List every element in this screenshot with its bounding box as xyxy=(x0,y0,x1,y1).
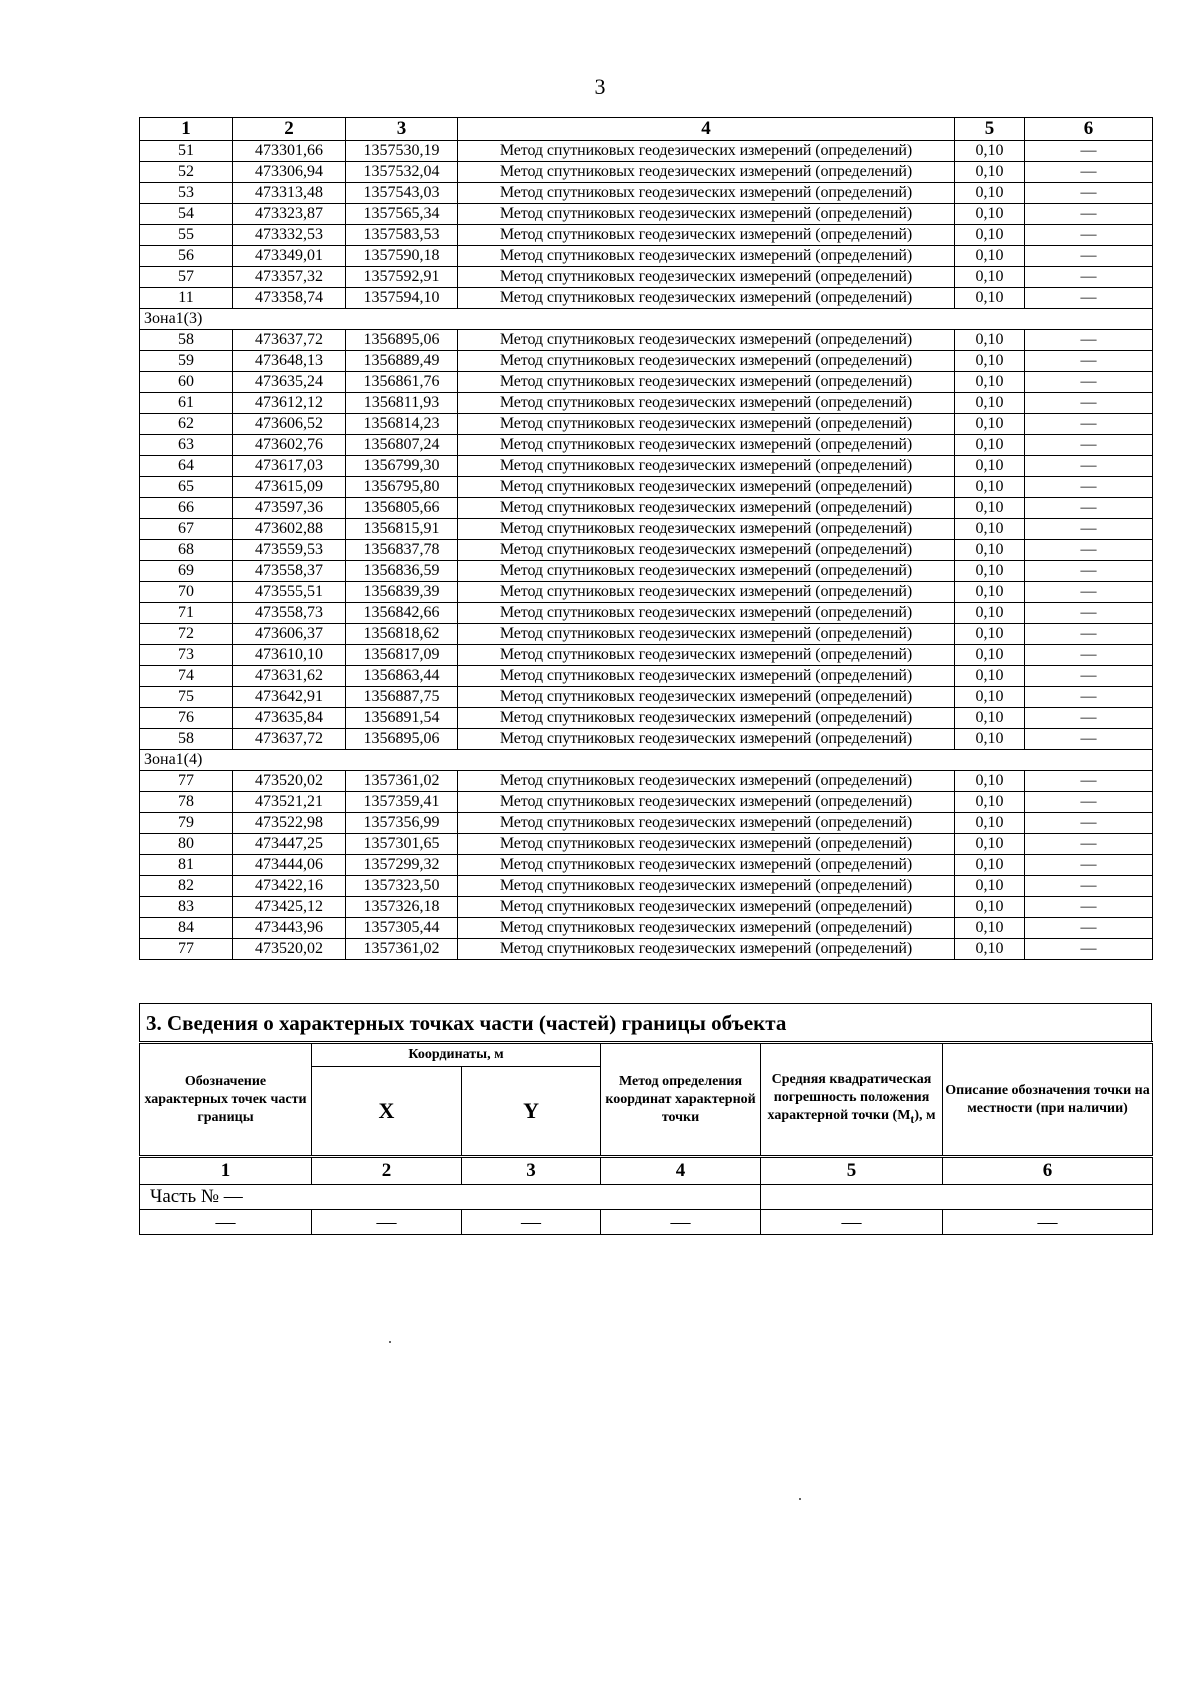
error-cell: 0,10 xyxy=(955,645,1025,666)
point-number: 72 xyxy=(140,624,233,645)
description-cell: — xyxy=(1025,372,1153,393)
coord-y: 1357359,41 xyxy=(346,792,458,813)
method-cell: Метод спутниковых геодезических измерений (определений) xyxy=(458,456,955,477)
method-cell: Метод спутниковых геодезических измерений (определений) xyxy=(458,792,955,813)
coord-x: 473313,48 xyxy=(233,183,346,204)
description-cell: — xyxy=(1025,330,1153,351)
coord-y: 1356817,09 xyxy=(346,645,458,666)
part-label: Часть № — xyxy=(140,1185,761,1210)
error-cell: 0,10 xyxy=(955,141,1025,162)
error-cell: 0,10 xyxy=(955,288,1025,309)
error-cell: 0,10 xyxy=(955,372,1025,393)
method-cell: Метод спутниковых геодезических измерений (определений) xyxy=(458,351,955,372)
column-header-4: 4 xyxy=(458,118,955,141)
col-num-3: 3 xyxy=(462,1157,601,1185)
table-row xyxy=(140,708,1153,729)
dash-cell: — xyxy=(761,1210,943,1235)
coord-y: 1357543,03 xyxy=(346,183,458,204)
error-cell: 0,10 xyxy=(955,708,1025,729)
table-row xyxy=(140,771,1153,792)
method-cell: Метод спутниковых геодезических измерений (определений) xyxy=(458,393,955,414)
method-cell: Метод спутниковых геодезических измерений (определений) xyxy=(458,141,955,162)
table-row xyxy=(140,204,1153,225)
description-cell: — xyxy=(1025,267,1153,288)
coord-y: 1357323,50 xyxy=(346,876,458,897)
point-number: 64 xyxy=(140,456,233,477)
description-cell: — xyxy=(1025,456,1153,477)
description-cell: — xyxy=(1025,498,1153,519)
method-cell: Метод спутниковых геодезических измерений (определений) xyxy=(458,288,955,309)
header-method: Метод определения координат характерной точки xyxy=(601,1043,761,1157)
error-cell: 0,10 xyxy=(955,813,1025,834)
coord-x: 473558,73 xyxy=(233,603,346,624)
error-cell: 0,10 xyxy=(955,477,1025,498)
description-cell: — xyxy=(1025,939,1153,960)
error-cell: 0,10 xyxy=(955,666,1025,687)
coord-y: 1356815,91 xyxy=(346,519,458,540)
point-number: 52 xyxy=(140,162,233,183)
table-row xyxy=(140,267,1153,288)
point-number: 57 xyxy=(140,267,233,288)
point-number: 84 xyxy=(140,918,233,939)
description-cell: — xyxy=(1025,624,1153,645)
table-row xyxy=(140,162,1153,183)
table-row xyxy=(140,246,1153,267)
column-header-3: 3 xyxy=(346,118,458,141)
coord-x: 473521,21 xyxy=(233,792,346,813)
header-x: X xyxy=(312,1067,462,1157)
method-cell: Метод спутниковых геодезических измерений (определений) xyxy=(458,540,955,561)
method-cell: Метод спутниковых геодезических измерений (определений) xyxy=(458,603,955,624)
header-point-designation: Обозначение характерных точек части границы xyxy=(140,1043,312,1157)
point-number: 77 xyxy=(140,939,233,960)
table-row xyxy=(140,519,1153,540)
coord-x: 473559,53 xyxy=(233,540,346,561)
description-cell: — xyxy=(1025,351,1153,372)
column-header-5: 5 xyxy=(955,118,1025,141)
error-cell: 0,10 xyxy=(955,897,1025,918)
method-cell: Метод спутниковых геодезических измерений (определений) xyxy=(458,687,955,708)
coord-x: 473522,98 xyxy=(233,813,346,834)
description-cell: — xyxy=(1025,519,1153,540)
method-cell: Метод спутниковых геодезических измерений (определений) xyxy=(458,162,955,183)
coord-x: 473520,02 xyxy=(233,771,346,792)
description-cell: — xyxy=(1025,435,1153,456)
coord-x: 473332,53 xyxy=(233,225,346,246)
coord-x: 473615,09 xyxy=(233,477,346,498)
error-cell: 0,10 xyxy=(955,498,1025,519)
coord-y: 1356895,06 xyxy=(346,330,458,351)
table-row xyxy=(140,477,1153,498)
table-row xyxy=(140,729,1153,750)
error-cell: 0,10 xyxy=(955,771,1025,792)
method-cell: Метод спутниковых геодезических измерений (определений) xyxy=(458,834,955,855)
col-num-1: 1 xyxy=(140,1157,312,1185)
point-number: 11 xyxy=(140,288,233,309)
point-number: 66 xyxy=(140,498,233,519)
coord-y: 1357326,18 xyxy=(346,897,458,918)
table-row xyxy=(140,288,1153,309)
table-row xyxy=(140,351,1153,372)
description-cell: — xyxy=(1025,561,1153,582)
point-number: 60 xyxy=(140,372,233,393)
coord-y: 1356887,75 xyxy=(346,687,458,708)
coord-y: 1356895,06 xyxy=(346,729,458,750)
table-row xyxy=(140,582,1153,603)
point-number: 75 xyxy=(140,687,233,708)
error-cell: 0,10 xyxy=(955,246,1025,267)
table-row xyxy=(140,918,1153,939)
section-3-title: 3. Сведения о характерных точках части (частей) границы объекта xyxy=(139,1003,1152,1041)
description-cell: — xyxy=(1025,792,1153,813)
coord-y: 1357361,02 xyxy=(346,939,458,960)
table-row xyxy=(140,645,1153,666)
method-cell: Метод спутниковых геодезических измерений (определений) xyxy=(458,267,955,288)
coord-x: 473443,96 xyxy=(233,918,346,939)
point-number: 56 xyxy=(140,246,233,267)
part-points-table xyxy=(139,1041,1153,1235)
coord-x: 473602,88 xyxy=(233,519,346,540)
coord-y: 1356842,66 xyxy=(346,603,458,624)
method-cell: Метод спутниковых геодезических измерений (определений) xyxy=(458,918,955,939)
coord-y: 1357361,02 xyxy=(346,771,458,792)
zone-row xyxy=(140,309,1153,330)
error-cell: 0,10 xyxy=(955,834,1025,855)
description-cell: — xyxy=(1025,687,1153,708)
coord-x: 473520,02 xyxy=(233,939,346,960)
col-num-6: 6 xyxy=(943,1157,1153,1185)
method-cell: Метод спутниковых геодезических измерений (определений) xyxy=(458,519,955,540)
description-cell: — xyxy=(1025,540,1153,561)
coord-x: 473642,91 xyxy=(233,687,346,708)
coord-x: 473558,37 xyxy=(233,561,346,582)
coord-x: 473610,10 xyxy=(233,645,346,666)
method-cell: Метод спутниковых геодезических измерений (определений) xyxy=(458,813,955,834)
point-number: 81 xyxy=(140,855,233,876)
table-row xyxy=(140,939,1153,960)
table-row xyxy=(140,792,1153,813)
coord-x: 473358,74 xyxy=(233,288,346,309)
column-header-1: 1 xyxy=(140,118,233,141)
point-number: 67 xyxy=(140,519,233,540)
point-number: 79 xyxy=(140,813,233,834)
error-cell: 0,10 xyxy=(955,162,1025,183)
header-description: Описание обозначения точки на местности (при наличии) xyxy=(943,1043,1153,1157)
point-number: 51 xyxy=(140,141,233,162)
description-cell: — xyxy=(1025,666,1153,687)
coord-x: 473349,01 xyxy=(233,246,346,267)
table-row xyxy=(140,666,1153,687)
method-cell: Метод спутниковых геодезических измерений (определений) xyxy=(458,939,955,960)
description-cell: — xyxy=(1025,708,1153,729)
description-cell: — xyxy=(1025,603,1153,624)
description-cell: — xyxy=(1025,771,1153,792)
description-cell: — xyxy=(1025,918,1153,939)
error-cell: 0,10 xyxy=(955,603,1025,624)
coord-x: 473323,87 xyxy=(233,204,346,225)
point-number: 70 xyxy=(140,582,233,603)
coord-x: 473606,52 xyxy=(233,414,346,435)
description-cell: — xyxy=(1025,477,1153,498)
error-cell: 0,10 xyxy=(955,225,1025,246)
header-error: Средняя квадратическая погрешность положения характерной точки $(M_t)$, м xyxy=(761,1043,943,1157)
description-cell: — xyxy=(1025,225,1153,246)
coord-x: 473597,36 xyxy=(233,498,346,519)
error-cell: 0,10 xyxy=(955,561,1025,582)
coord-x: 473447,25 xyxy=(233,834,346,855)
description-cell: — xyxy=(1025,876,1153,897)
coord-y: 1356818,62 xyxy=(346,624,458,645)
point-number: 80 xyxy=(140,834,233,855)
zone-label: Зона1(4) xyxy=(140,750,1153,771)
point-number: 55 xyxy=(140,225,233,246)
coord-y: 1357583,53 xyxy=(346,225,458,246)
coord-x: 473357,32 xyxy=(233,267,346,288)
method-cell: Метод спутниковых геодезических измерений (определений) xyxy=(458,183,955,204)
method-cell: Метод спутниковых геодезических измерений (определений) xyxy=(458,477,955,498)
coord-y: 1356889,49 xyxy=(346,351,458,372)
coord-y: 1357592,91 xyxy=(346,267,458,288)
point-number: 68 xyxy=(140,540,233,561)
description-cell: — xyxy=(1025,393,1153,414)
dash-cell: — xyxy=(601,1210,761,1235)
error-cell: 0,10 xyxy=(955,792,1025,813)
coord-x: 473635,84 xyxy=(233,708,346,729)
coord-y: 1356814,23 xyxy=(346,414,458,435)
dash-cell: — xyxy=(312,1210,462,1235)
coord-x: 473606,37 xyxy=(233,624,346,645)
table-row xyxy=(140,183,1153,204)
error-cell: 0,10 xyxy=(955,204,1025,225)
header-coordinates: Координаты, м xyxy=(312,1043,601,1067)
coord-x: 473422,16 xyxy=(233,876,346,897)
error-cell: 0,10 xyxy=(955,414,1025,435)
method-cell: Метод спутниковых геодезических измерений (определений) xyxy=(458,771,955,792)
coord-y: 1356805,66 xyxy=(346,498,458,519)
method-cell: Метод спутниковых геодезических измерений (определений) xyxy=(458,330,955,351)
description-cell: — xyxy=(1025,834,1153,855)
points-table xyxy=(139,117,1153,960)
error-cell: 0,10 xyxy=(955,876,1025,897)
description-cell: — xyxy=(1025,729,1153,750)
col-num-4: 4 xyxy=(601,1157,761,1185)
error-cell: 0,10 xyxy=(955,939,1025,960)
table-row xyxy=(140,603,1153,624)
method-cell: Метод спутниковых геодезических измерений (определений) xyxy=(458,225,955,246)
point-number: 77 xyxy=(140,771,233,792)
description-cell: — xyxy=(1025,204,1153,225)
point-number: 63 xyxy=(140,435,233,456)
coord-x: 473637,72 xyxy=(233,729,346,750)
coord-y: 1356807,24 xyxy=(346,435,458,456)
zone-row xyxy=(140,750,1153,771)
coord-y: 1357299,32 xyxy=(346,855,458,876)
error-cell: 0,10 xyxy=(955,624,1025,645)
method-cell: Метод спутниковых геодезических измерений (определений) xyxy=(458,435,955,456)
table-row xyxy=(140,141,1153,162)
error-cell: 0,10 xyxy=(955,855,1025,876)
coord-x: 473301,66 xyxy=(233,141,346,162)
column-header-2: 2 xyxy=(233,118,346,141)
point-number: 73 xyxy=(140,645,233,666)
table-row xyxy=(140,372,1153,393)
table-row xyxy=(140,414,1153,435)
dash-cell: — xyxy=(462,1210,601,1235)
coord-x: 473602,76 xyxy=(233,435,346,456)
error-cell: 0,10 xyxy=(955,519,1025,540)
point-number: 58 xyxy=(140,330,233,351)
coord-y: 1357590,18 xyxy=(346,246,458,267)
coord-y: 1357532,04 xyxy=(346,162,458,183)
coord-y: 1357565,34 xyxy=(346,204,458,225)
table-row xyxy=(140,876,1153,897)
description-cell: — xyxy=(1025,813,1153,834)
coord-x: 473425,12 xyxy=(233,897,346,918)
table-row xyxy=(140,540,1153,561)
point-number: 58 xyxy=(140,729,233,750)
method-cell: Метод спутниковых геодезических измерений (определений) xyxy=(458,204,955,225)
method-cell: Метод спутниковых геодезических измерений (определений) xyxy=(458,855,955,876)
table-row xyxy=(140,834,1153,855)
error-cell: 0,10 xyxy=(955,351,1025,372)
dash-cell: — xyxy=(943,1210,1153,1235)
coord-x: 473635,24 xyxy=(233,372,346,393)
table-row xyxy=(140,330,1153,351)
coord-x: 473555,51 xyxy=(233,582,346,603)
coord-x: 473648,13 xyxy=(233,351,346,372)
error-cell: 0,10 xyxy=(955,330,1025,351)
method-cell: Метод спутниковых геодезических измерений (определений) xyxy=(458,498,955,519)
error-cell: 0,10 xyxy=(955,582,1025,603)
point-number: 82 xyxy=(140,876,233,897)
table-row xyxy=(140,897,1153,918)
description-cell: — xyxy=(1025,246,1153,267)
description-cell: — xyxy=(1025,855,1153,876)
coord-y: 1357301,65 xyxy=(346,834,458,855)
table-row xyxy=(140,624,1153,645)
method-cell: Метод спутниковых геодезических измерений (определений) xyxy=(458,561,955,582)
coord-x: 473612,12 xyxy=(233,393,346,414)
point-number: 62 xyxy=(140,414,233,435)
coord-y: 1356891,54 xyxy=(346,708,458,729)
coord-y: 1356863,44 xyxy=(346,666,458,687)
zone-label: Зона1(3) xyxy=(140,309,1153,330)
coord-y: 1356839,39 xyxy=(346,582,458,603)
method-cell: Метод спутниковых геодезических измерений (определений) xyxy=(458,624,955,645)
coord-y: 1356795,80 xyxy=(346,477,458,498)
description-cell: — xyxy=(1025,183,1153,204)
coord-y: 1357594,10 xyxy=(346,288,458,309)
point-number: 74 xyxy=(140,666,233,687)
point-number: 71 xyxy=(140,603,233,624)
method-cell: Метод спутниковых геодезических измерений (определений) xyxy=(458,876,955,897)
point-number: 54 xyxy=(140,204,233,225)
dash-cell: — xyxy=(140,1210,312,1235)
coord-x: 473444,06 xyxy=(233,855,346,876)
description-cell: — xyxy=(1025,288,1153,309)
coord-y: 1356837,78 xyxy=(346,540,458,561)
description-cell: — xyxy=(1025,414,1153,435)
coord-y: 1356836,59 xyxy=(346,561,458,582)
error-cell: 0,10 xyxy=(955,729,1025,750)
point-number: 53 xyxy=(140,183,233,204)
point-number: 76 xyxy=(140,708,233,729)
point-number: 59 xyxy=(140,351,233,372)
point-number: 83 xyxy=(140,897,233,918)
description-cell: — xyxy=(1025,897,1153,918)
coord-y: 1357305,44 xyxy=(346,918,458,939)
part-label-filler xyxy=(761,1185,1153,1210)
coord-y: 1356799,30 xyxy=(346,456,458,477)
col-num-5: 5 xyxy=(761,1157,943,1185)
method-cell: Метод спутниковых геодезических измерений (определений) xyxy=(458,897,955,918)
coord-y: 1356811,93 xyxy=(346,393,458,414)
coord-x: 473637,72 xyxy=(233,330,346,351)
column-header-6: 6 xyxy=(1025,118,1153,141)
table-row xyxy=(140,498,1153,519)
coord-x: 473617,03 xyxy=(233,456,346,477)
error-cell: 0,10 xyxy=(955,687,1025,708)
table-row xyxy=(140,225,1153,246)
coord-y: 1356861,76 xyxy=(346,372,458,393)
error-cell: 0,10 xyxy=(955,456,1025,477)
coord-x: 473631,62 xyxy=(233,666,346,687)
point-number: 69 xyxy=(140,561,233,582)
error-cell: 0,10 xyxy=(955,393,1025,414)
coord-x: 473306,94 xyxy=(233,162,346,183)
error-cell: 0,10 xyxy=(955,540,1025,561)
error-cell: 0,10 xyxy=(955,267,1025,288)
method-cell: Метод спутниковых геодезических измерений (определений) xyxy=(458,246,955,267)
point-number: 65 xyxy=(140,477,233,498)
method-cell: Метод спутниковых геодезических измерений (определений) xyxy=(458,414,955,435)
scan-speck xyxy=(799,1498,801,1500)
header-row xyxy=(140,118,1153,141)
method-cell: Метод спутниковых геодезических измерений (определений) xyxy=(458,372,955,393)
method-cell: Метод спутниковых геодезических измерений (определений) xyxy=(458,645,955,666)
scan-speck xyxy=(389,1341,391,1343)
description-cell: — xyxy=(1025,141,1153,162)
table-row xyxy=(140,435,1153,456)
error-cell: 0,10 xyxy=(955,918,1025,939)
coord-y: 1357356,99 xyxy=(346,813,458,834)
method-cell: Метод спутниковых геодезических измерений (определений) xyxy=(458,666,955,687)
point-number: 61 xyxy=(140,393,233,414)
method-cell: Метод спутниковых геодезических измерений (определений) xyxy=(458,708,955,729)
table-row xyxy=(140,687,1153,708)
coord-y: 1357530,19 xyxy=(346,141,458,162)
point-number: 78 xyxy=(140,792,233,813)
table-row xyxy=(140,393,1153,414)
table-row xyxy=(140,813,1153,834)
method-cell: Метод спутниковых геодезических измерений (определений) xyxy=(458,729,955,750)
method-cell: Метод спутниковых геодезических измерений (определений) xyxy=(458,582,955,603)
header-y: Y xyxy=(462,1067,601,1157)
error-cell: 0,10 xyxy=(955,435,1025,456)
page-number: 3 xyxy=(594,74,606,99)
description-cell: — xyxy=(1025,645,1153,666)
section-3 xyxy=(139,1003,1152,1235)
table-row xyxy=(140,561,1153,582)
table-row xyxy=(140,855,1153,876)
col-num-2: 2 xyxy=(312,1157,462,1185)
table-row xyxy=(140,456,1153,477)
description-cell: — xyxy=(1025,162,1153,183)
description-cell: — xyxy=(1025,582,1153,603)
error-cell: 0,10 xyxy=(955,183,1025,204)
